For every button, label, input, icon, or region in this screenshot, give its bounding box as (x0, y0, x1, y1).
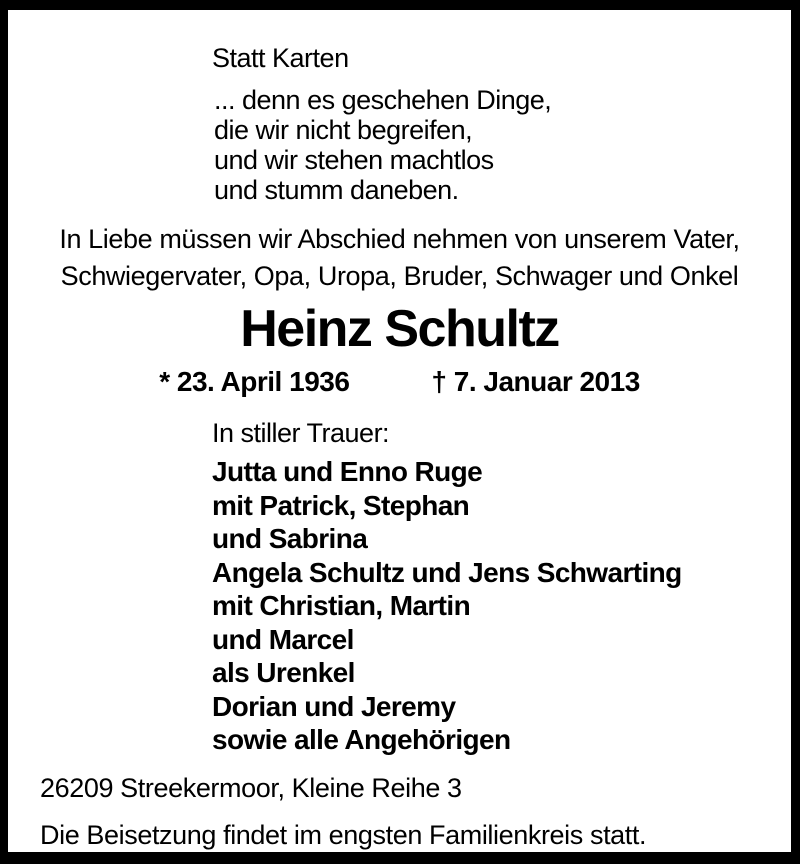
deceased-name: Heinz Schultz (240, 300, 559, 358)
poem-line: und wir stehen machtlos (214, 145, 494, 175)
mourner-line: Angela Schultz und Jens Schwarting (212, 556, 682, 588)
pre-header-text: Statt Karten (212, 43, 349, 73)
mourning-heading: In stiller Trauer: (212, 418, 390, 448)
life-dates (8, 365, 791, 398)
intro-line: Schwiegervater, Opa, Uropa, Bruder, Schwager und Onkel (60, 261, 739, 291)
mourner-line: sowie alle Angehörigen (212, 724, 511, 755)
poem-line: und stumm daneben. (214, 175, 459, 205)
mourner-line: und Marcel (212, 623, 354, 655)
poem (214, 85, 791, 205)
mourner-line: Dorian und Jeremy (212, 690, 456, 722)
mourners-list (212, 455, 791, 757)
death-date: † 7. Januar 2013 (431, 366, 640, 397)
birth-date: * 23. April 1936 (159, 366, 350, 397)
mourner-line: als Urenkel (212, 657, 355, 688)
funeral-note: Die Beisetzung findet im engsten Familienkreis statt. (40, 819, 647, 850)
mourner-line: mit Patrick, Stephan (212, 489, 470, 521)
intro-line: In Liebe müssen wir Abschied nehmen von unserem Vater, (59, 224, 740, 254)
mourner-line: mit Christian, Martin (212, 590, 471, 621)
intro-paragraph (8, 221, 791, 295)
address-line: 26209 Streekermoor, Kleine Reihe 3 (40, 772, 462, 803)
poem-line: die wir nicht begreifen, (214, 115, 473, 145)
mourner-line: und Sabrina (212, 523, 368, 554)
mourner-line: Jutta und Enno Ruge (212, 456, 483, 487)
poem-line: ... denn es geschehen Dinge, (214, 85, 552, 115)
